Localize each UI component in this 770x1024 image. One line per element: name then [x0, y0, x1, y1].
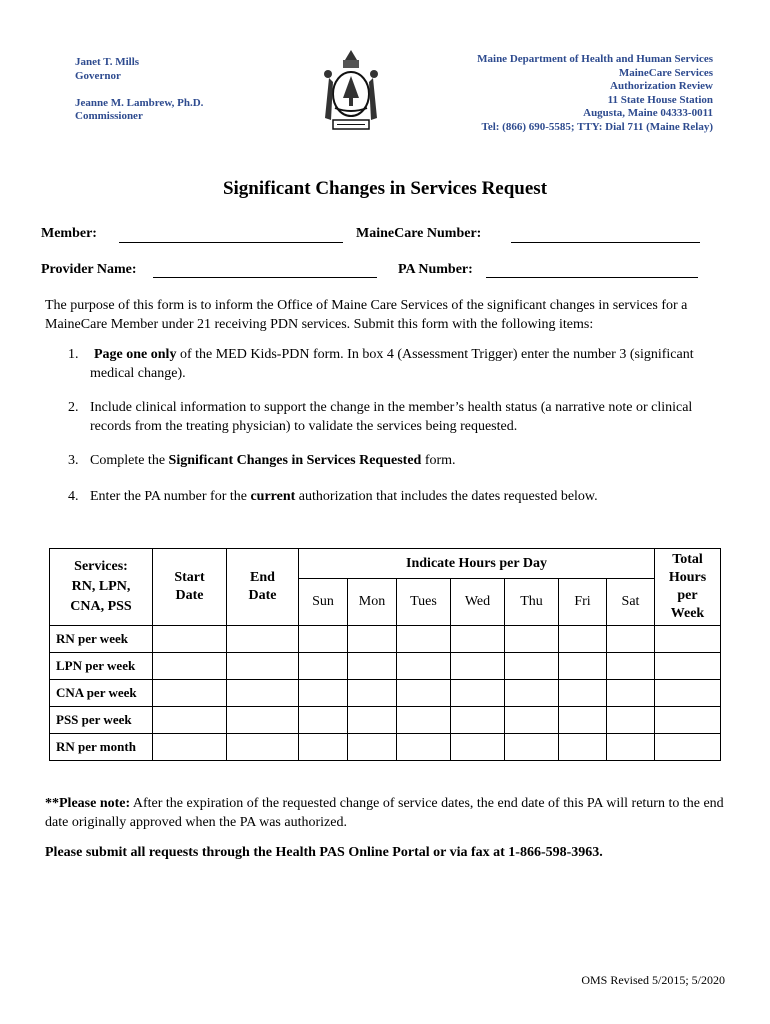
table-cell[interactable] [299, 626, 348, 653]
table-row [50, 680, 721, 707]
phone-line: Tel: (866) 690-5585; TTY: Dial 711 (Maine Relay) [481, 120, 713, 133]
pa-number-label: PA Number: [398, 262, 473, 277]
table-cell[interactable] [451, 680, 505, 707]
table-cell[interactable] [348, 626, 397, 653]
services-header-line: CNA, PSS [70, 599, 132, 614]
day-header-fri: Fri [559, 579, 607, 626]
table-cell[interactable] [655, 707, 721, 734]
table-cell[interactable] [299, 734, 348, 761]
table-cell[interactable] [397, 680, 451, 707]
services-header-line: RN, LPN, [71, 579, 131, 594]
hours-per-day-header: Indicate Hours per Day [299, 549, 655, 579]
table-cell[interactable] [227, 653, 299, 680]
maine-state-seal-icon [315, 48, 387, 134]
item-text: Include clinical information to support the change in the member’s health status (a narrative note or clinical records from the treating physician) to validate the services being requested. [90, 400, 693, 434]
mainecare-number-label: MaineCare Number: [356, 226, 482, 241]
pa-number-field[interactable] [486, 277, 698, 278]
item-text [90, 346, 730, 383]
day-header-sat: Sat [607, 579, 655, 626]
division-name: MaineCare Services [618, 66, 713, 79]
intro-paragraph: The purpose of this form is to inform the Office of Maine Care Services of the significant changes in services for a MaineCare Member under 21 receiving PDN services. Submit this form with the following items: [45, 298, 688, 332]
start-header-line: Date [175, 588, 204, 603]
table-cell[interactable] [299, 680, 348, 707]
day-header-tues: Tues [397, 579, 451, 626]
table-cell[interactable] [607, 680, 655, 707]
table-cell[interactable] [655, 680, 721, 707]
please-note-paragraph [45, 795, 735, 832]
item-text [90, 452, 730, 471]
table-cell[interactable] [655, 653, 721, 680]
item-pre: Complete the [90, 453, 169, 468]
table-cell[interactable] [299, 653, 348, 680]
row-label-pss-per-week: PSS per week [50, 707, 153, 734]
table-cell[interactable] [505, 680, 559, 707]
table-row [50, 626, 721, 653]
table-cell[interactable] [607, 734, 655, 761]
table-cell[interactable] [607, 626, 655, 653]
table-cell[interactable] [607, 707, 655, 734]
total-header-line: Total [672, 552, 703, 567]
item-post: form. [421, 453, 456, 468]
page-title: Significant Changes in Services Request [222, 178, 548, 199]
table-cell[interactable] [153, 653, 227, 680]
table-cell[interactable] [153, 680, 227, 707]
list-item [68, 452, 728, 472]
table-cell[interactable] [227, 707, 299, 734]
item-post: authorization that includes the dates requested below. [295, 489, 598, 504]
table-row [50, 653, 721, 680]
item-post: of the MED Kids-PDN form. In box 4 (Assessment Trigger) enter the number 3 (significant medical change). [90, 347, 694, 381]
table-cell[interactable] [348, 707, 397, 734]
total-header-line: Week [670, 606, 705, 621]
commissioner-name: Jeanne M. Lambrew, Ph.D. [75, 96, 204, 109]
services-header-line: Services: [74, 559, 128, 574]
unit-name: Authorization Review [610, 80, 713, 92]
table-cell[interactable] [348, 734, 397, 761]
table-cell[interactable] [227, 680, 299, 707]
start-date-header [153, 549, 227, 626]
list-item [68, 399, 728, 437]
table-cell[interactable] [505, 653, 559, 680]
table-cell[interactable] [505, 626, 559, 653]
table-cell[interactable] [655, 734, 721, 761]
table-cell[interactable] [451, 626, 505, 653]
department-name: Maine Department of Health and Human Services [477, 53, 713, 65]
table-cell[interactable] [348, 680, 397, 707]
table-cell[interactable] [153, 734, 227, 761]
item-number: 4. [68, 489, 79, 504]
end-header-line: End [250, 570, 275, 585]
table-cell[interactable] [559, 653, 607, 680]
table-cell[interactable] [397, 707, 451, 734]
table-cell[interactable] [348, 653, 397, 680]
table-cell[interactable] [299, 707, 348, 734]
member-label: Member: [41, 226, 97, 241]
table-cell[interactable] [451, 707, 505, 734]
item-text [90, 488, 730, 507]
end-date-header [227, 549, 299, 626]
row-label-rn-per-week: RN per week [50, 626, 153, 653]
table-cell[interactable] [559, 626, 607, 653]
total-header-line: Hours [668, 570, 707, 585]
services-table [49, 548, 721, 761]
item-number: 2. [68, 400, 79, 415]
total-header-line: per [677, 588, 698, 603]
table-cell[interactable] [153, 626, 227, 653]
item-bold: Significant Changes in Services Requested [168, 453, 422, 468]
table-cell[interactable] [451, 734, 505, 761]
table-cell[interactable] [227, 626, 299, 653]
table-row [50, 707, 721, 734]
table-cell[interactable] [153, 707, 227, 734]
governor-commissioner-block [75, 56, 203, 124]
address-line-1: 11 State House Station [607, 93, 713, 106]
commissioner-title: Commissioner [75, 110, 143, 122]
table-cell[interactable] [397, 734, 451, 761]
start-header-line: Start [174, 570, 205, 585]
address-line-2: Augusta, Maine 04333-0011 [583, 107, 713, 119]
governor-name: Janet T. Mills [75, 56, 140, 68]
table-cell[interactable] [559, 734, 607, 761]
table-cell[interactable] [559, 707, 607, 734]
governor-title: Governor [75, 69, 121, 82]
item-number: 3. [68, 453, 79, 468]
item-pre: Enter the PA number for the [90, 489, 251, 504]
table-cell[interactable] [397, 626, 451, 653]
item-bold: current [250, 489, 296, 504]
table-cell[interactable] [559, 680, 607, 707]
list-item [68, 488, 728, 508]
member-field[interactable] [119, 242, 343, 243]
table-row [50, 734, 721, 761]
day-header-thu: Thu [505, 579, 559, 626]
table-cell[interactable] [451, 653, 505, 680]
table-cell[interactable] [505, 707, 559, 734]
item-bold: Page one only [94, 347, 177, 362]
table-cell[interactable] [505, 734, 559, 761]
table-cell[interactable] [227, 734, 299, 761]
services-header [50, 549, 153, 626]
table-cell[interactable] [655, 626, 721, 653]
end-header-line: Date [248, 588, 277, 603]
department-address-block [477, 53, 713, 134]
item-number: 1. [68, 347, 79, 362]
note-text: After the expiration of the requested change of service dates, the end date of this PA will return to the end date originally approved when the PA was authorized. [45, 796, 724, 830]
day-header-sun: Sun [299, 579, 348, 626]
revision-footer: OMS Revised 5/2015; 5/2020 [581, 973, 725, 987]
row-label-rn-per-month: RN per month [50, 734, 153, 761]
table-cell[interactable] [607, 653, 655, 680]
day-header-wed: Wed [451, 579, 505, 626]
submit-instructions: Please submit all requests through the Health PAS Online Portal or via fax at 1-866-598-3963. [45, 845, 603, 860]
total-hours-header [655, 549, 721, 626]
provider-name-field[interactable] [153, 277, 377, 278]
note-label: **Please note: [45, 796, 131, 811]
row-label-cna-per-week: CNA per week [50, 680, 153, 707]
list-item [68, 346, 728, 384]
row-label-lpn-per-week: LPN per week [50, 653, 153, 680]
day-header-mon: Mon [348, 579, 397, 626]
table-cell[interactable] [397, 653, 451, 680]
mainecare-number-field[interactable] [511, 242, 700, 243]
provider-name-label: Provider Name: [41, 262, 137, 277]
